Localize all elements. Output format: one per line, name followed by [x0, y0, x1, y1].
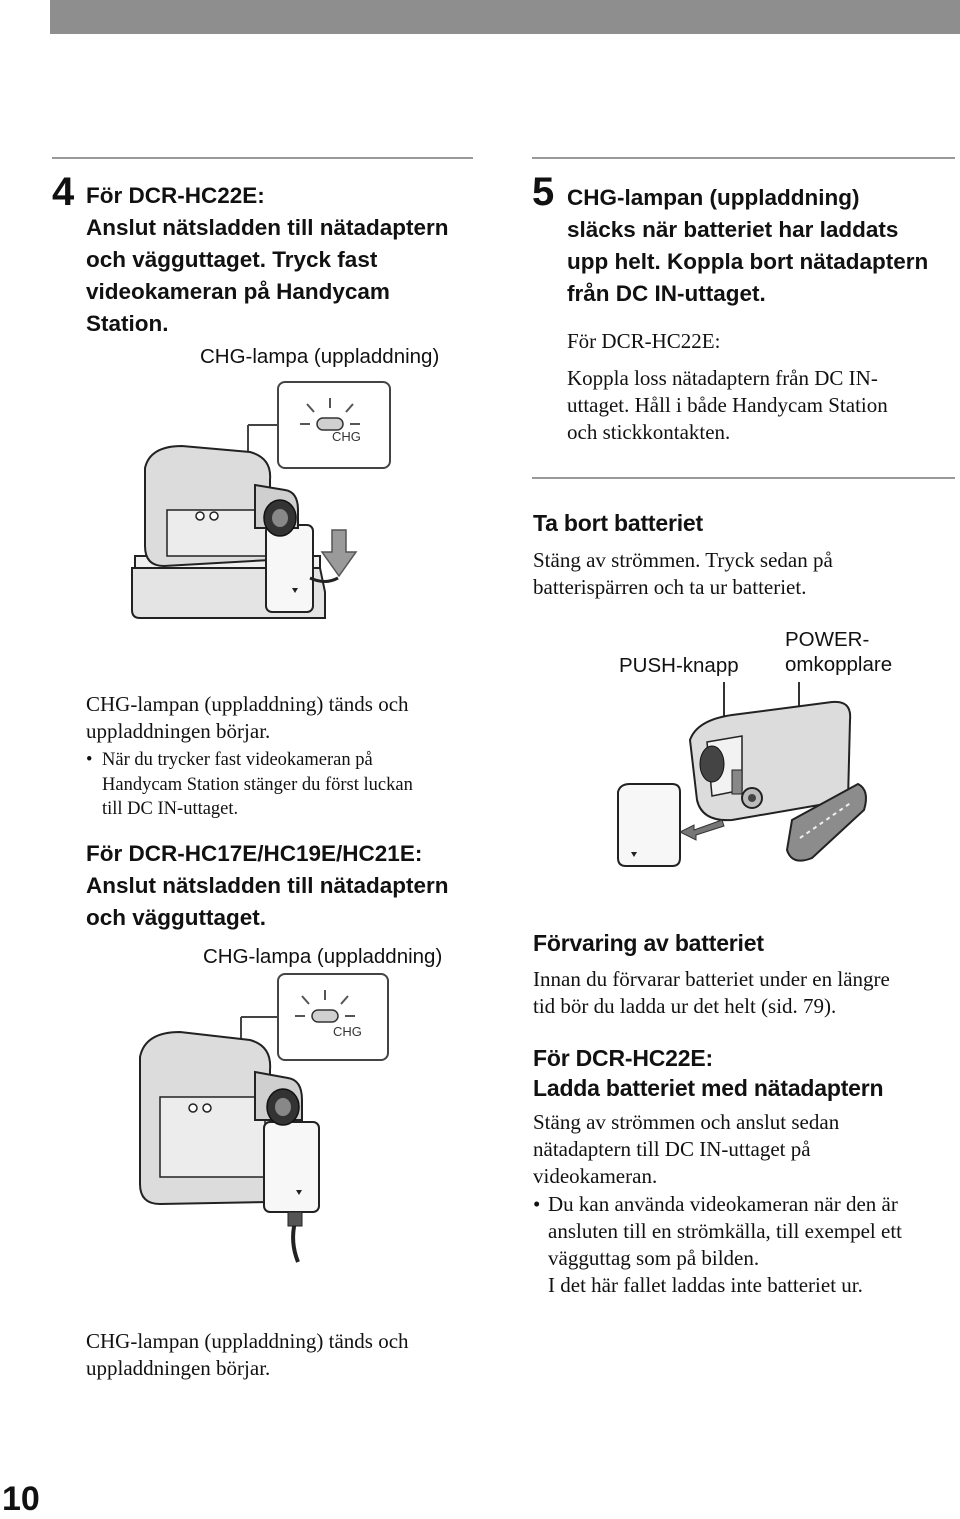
result-line: uppladdningen börjar.: [86, 1356, 271, 1380]
body-line: Stäng av strömmen och anslut sedan: [533, 1110, 840, 1134]
storage-body: [533, 966, 953, 1020]
heading-line: från DC IN-uttaget.: [567, 281, 766, 306]
result-line: CHG-lampan (uppladdning) tänds och: [86, 1329, 409, 1353]
section-divider: [52, 157, 473, 159]
heading-line: och vägguttaget.: [86, 905, 267, 930]
body-line: tid bör du ladda ur det helt (sid. 79).: [533, 994, 837, 1018]
title-line: För DCR-HC22E:: [533, 1045, 713, 1071]
remove-battery-title: Ta bort batteriet: [533, 510, 703, 536]
push-button-label: PUSH-knapp: [619, 654, 739, 677]
step-4-number: 4: [52, 170, 75, 214]
heading-line: upp helt. Koppla bort nätadaptern: [567, 249, 929, 274]
remove-battery-body: [533, 547, 833, 601]
body-line: och stickkontakten.: [567, 420, 731, 444]
body-line: batterispärren och ta ur batteriet.: [533, 575, 807, 599]
body-line: Koppla loss nätadaptern från DC IN-: [567, 366, 878, 390]
step-5-model-label: För DCR-HC22E:: [567, 329, 721, 353]
result-line: uppladdningen börjar.: [86, 719, 271, 743]
adapter-title: [533, 1043, 883, 1103]
power-switch-label: [785, 627, 892, 677]
title-line: Ladda batteriet med nätadaptern: [533, 1075, 884, 1101]
step-4-note: [102, 748, 482, 822]
chg-badge: CHG: [332, 429, 361, 444]
bullet-line: I det här fallet laddas inte batteriet ur.: [548, 1273, 863, 1297]
result-line: CHG-lampan (uppladdning) tänds och: [86, 692, 409, 716]
body-line: Innan du förvarar batteriet under en längre: [533, 967, 890, 991]
heading-line: CHG-lampan (uppladdning): [567, 185, 860, 210]
note-line: När du trycker fast videokameran på: [102, 750, 373, 770]
chg-badge-2: CHG: [333, 1024, 362, 1039]
note-line: till DC IN-uttaget.: [102, 799, 239, 819]
page-number: 10: [2, 1480, 40, 1518]
heading-line: Anslut nätsladden till nätadaptern: [86, 215, 449, 240]
heading-line: Anslut nätsladden till nätadaptern: [86, 873, 449, 898]
step-5-heading: [567, 182, 957, 310]
storage-title: Förvaring av batteriet: [533, 930, 764, 956]
body-line: videokameran.: [533, 1164, 658, 1188]
bullet-line: Du kan använda videokameran när den är: [548, 1192, 898, 1216]
step-5-number: 5: [532, 170, 555, 214]
section-divider: [532, 477, 955, 479]
adapter-body: [533, 1109, 839, 1190]
handycam-station-illustration: [120, 380, 480, 630]
label-line: omkopplare: [785, 653, 893, 676]
heading-line: För DCR-HC22E:: [86, 183, 265, 208]
heading-line: För DCR-HC17E/HC19E/HC21E:: [86, 841, 423, 866]
alt-models-heading: [86, 838, 486, 934]
camcorder-adapter-illustration: [120, 972, 400, 1272]
header-bar: [50, 0, 960, 34]
battery-removal-illustration: [612, 680, 912, 880]
adapter-bullet-text: [548, 1191, 958, 1299]
step-4-heading: [86, 180, 486, 340]
body-line: Stäng av strömmen. Tryck sedan på: [533, 548, 833, 572]
label-line: POWER-: [785, 628, 870, 651]
alt-result: [86, 1328, 409, 1382]
bullet-line: ansluten till en strömkälla, till exempel ett: [548, 1219, 902, 1243]
body-line: nätadaptern till DC IN-uttaget på: [533, 1137, 811, 1161]
chg-lamp-callout-label-2: CHG-lampa (uppladdning): [203, 945, 443, 968]
heading-line: Station.: [86, 311, 169, 336]
heading-line: släcks när batteriet har laddats: [567, 217, 899, 242]
heading-line: och vägguttaget. Tryck fast: [86, 247, 378, 272]
bullet-line: vägguttag som på bilden.: [548, 1246, 760, 1270]
chg-lamp-callout-label: CHG-lampa (uppladdning): [200, 345, 440, 368]
heading-line: videokameran på Handycam: [86, 279, 390, 304]
step-4-result: [86, 691, 409, 745]
body-line: uttaget. Håll i både Handycam Station: [567, 393, 888, 417]
note-bullet: •: [86, 750, 93, 770]
note-line: Handycam Station stänger du först luckan: [102, 774, 413, 795]
step-5-body: [567, 365, 957, 446]
section-divider: [532, 157, 955, 159]
adapter-bullet: •: [533, 1192, 541, 1216]
